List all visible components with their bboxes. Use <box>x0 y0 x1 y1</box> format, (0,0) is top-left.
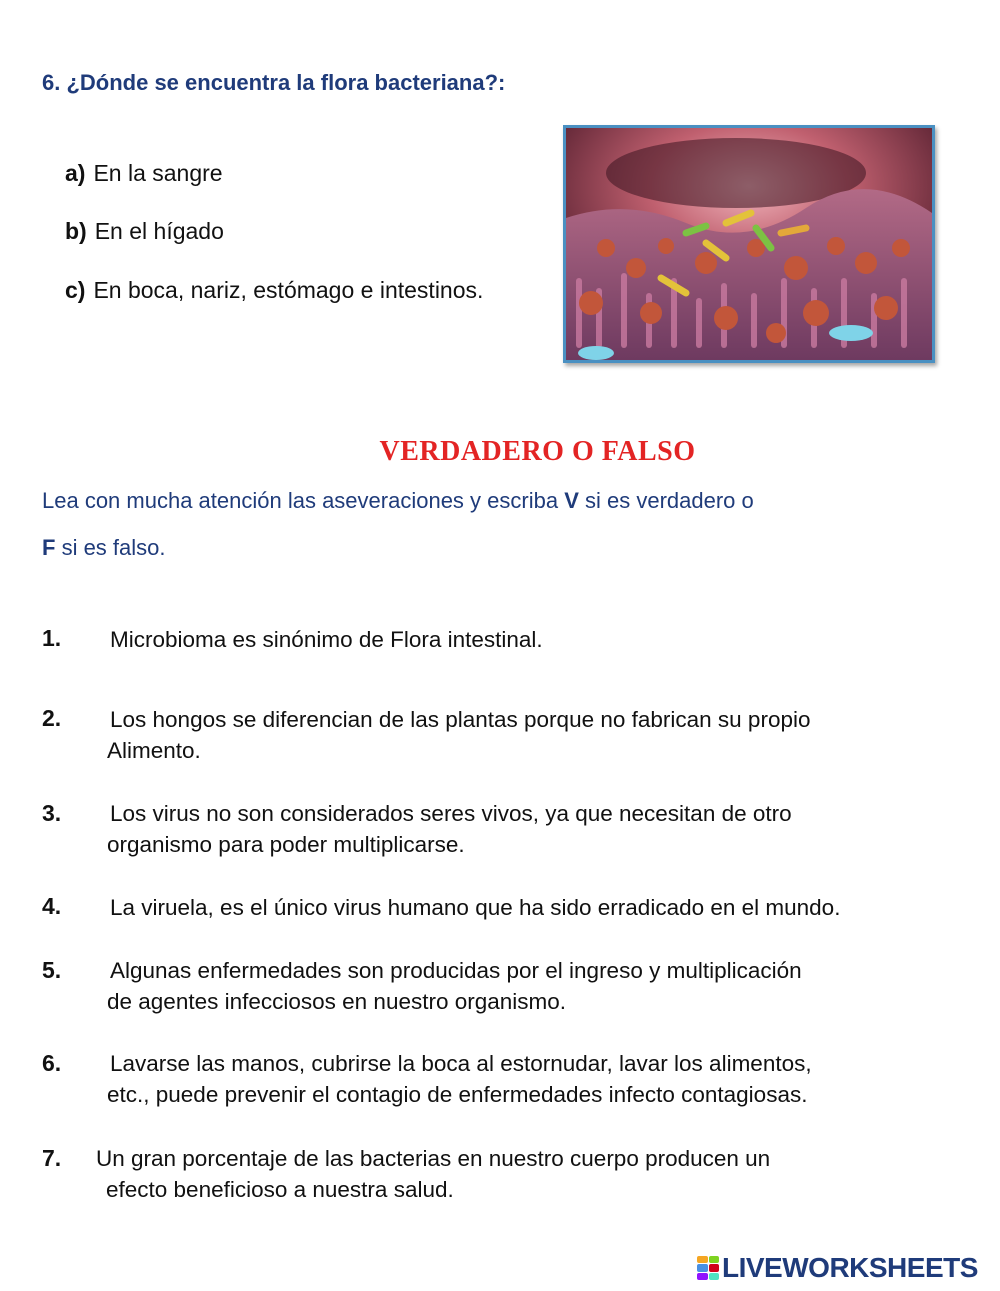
option-text: En la sangre <box>93 160 223 186</box>
statement-3[interactable] <box>107 798 792 860</box>
statement-line: etc., puede prevenir el contagio de enfermedades infecto contagiosas. <box>107 1082 808 1107</box>
option-a[interactable] <box>65 160 223 187</box>
instructions-text: si es falso. <box>55 535 166 560</box>
statement-line: Microbioma es sinónimo de Flora intestinal. <box>110 627 543 652</box>
option-letter: b) <box>65 218 87 244</box>
bacteria-image <box>566 128 932 360</box>
liveworksheets-logo <box>697 1253 978 1283</box>
option-letter: c) <box>65 277 86 303</box>
statement-line: Alimento. <box>107 738 201 763</box>
statement-line: La viruela, es el único virus humano que ha sido erradicado en el mundo. <box>110 895 841 920</box>
section-title: VERDADERO O FALSO <box>379 436 696 467</box>
statement-2[interactable] <box>107 704 811 766</box>
logo-mark-cell <box>709 1256 720 1263</box>
statement-7[interactable] <box>96 1143 770 1205</box>
logo-mark-icon <box>697 1256 719 1280</box>
statement-line: Lavarse las manos, cubrirse la boca al estornudar, lavar los alimentos, <box>110 1051 812 1076</box>
logo-mark-cell <box>697 1256 708 1263</box>
item-number: 5. <box>42 957 62 983</box>
statement-line: Un gran porcentaje de las bacterias en nuestro cuerpo producen un <box>96 1146 771 1171</box>
logo-mark-cell <box>697 1264 708 1271</box>
logo-mark-cell <box>709 1264 720 1271</box>
instructions-text: si es verdadero o <box>578 488 754 513</box>
statement-line: Los hongos se diferencian de las plantas porque no fabrican su propio <box>110 707 811 732</box>
item-number: 7. <box>42 1145 62 1171</box>
bacteria-illustration <box>563 125 935 363</box>
instructions-f: F <box>42 535 56 560</box>
statement-4[interactable] <box>110 892 840 923</box>
option-letter: a) <box>65 160 86 186</box>
item-number: 6. <box>42 1050 62 1076</box>
statement-line: efecto beneficioso a nuestra salud. <box>106 1177 454 1202</box>
instructions-v: V <box>564 488 579 513</box>
statement-5[interactable] <box>107 955 802 1017</box>
logo-mark-cell <box>709 1273 720 1280</box>
logo-text: LIVEWORKSHEETS <box>722 1252 978 1283</box>
question-6-title: 6. ¿Dónde se encuentra la flora bacteriana?: <box>42 70 506 95</box>
instructions-line-2 <box>42 535 166 561</box>
statement-line: Algunas enfermedades son producidas por el ingreso y multiplicación <box>110 958 802 983</box>
item-number: 1. <box>42 625 62 651</box>
item-number: 3. <box>42 800 62 826</box>
statement-line: Los virus no son considerados seres vivos, ya que necesitan de otro <box>110 801 792 826</box>
option-b[interactable] <box>65 218 224 245</box>
logo-mark-cell <box>697 1273 708 1280</box>
item-number: 2. <box>42 705 62 731</box>
instructions-text: Lea con mucha atención las aseveraciones y escriba <box>42 488 565 513</box>
statement-6[interactable] <box>107 1048 812 1110</box>
instructions-line-1 <box>42 488 754 514</box>
statement-1[interactable] <box>110 624 543 655</box>
option-text: En el hígado <box>94 218 224 244</box>
statement-line: organismo para poder multiplicarse. <box>107 832 465 857</box>
option-text: En boca, nariz, estómago e intestinos. <box>93 277 484 303</box>
item-number: 4. <box>42 893 62 919</box>
statement-line: de agentes infecciosos en nuestro organismo. <box>107 989 567 1014</box>
option-c[interactable] <box>65 277 483 304</box>
